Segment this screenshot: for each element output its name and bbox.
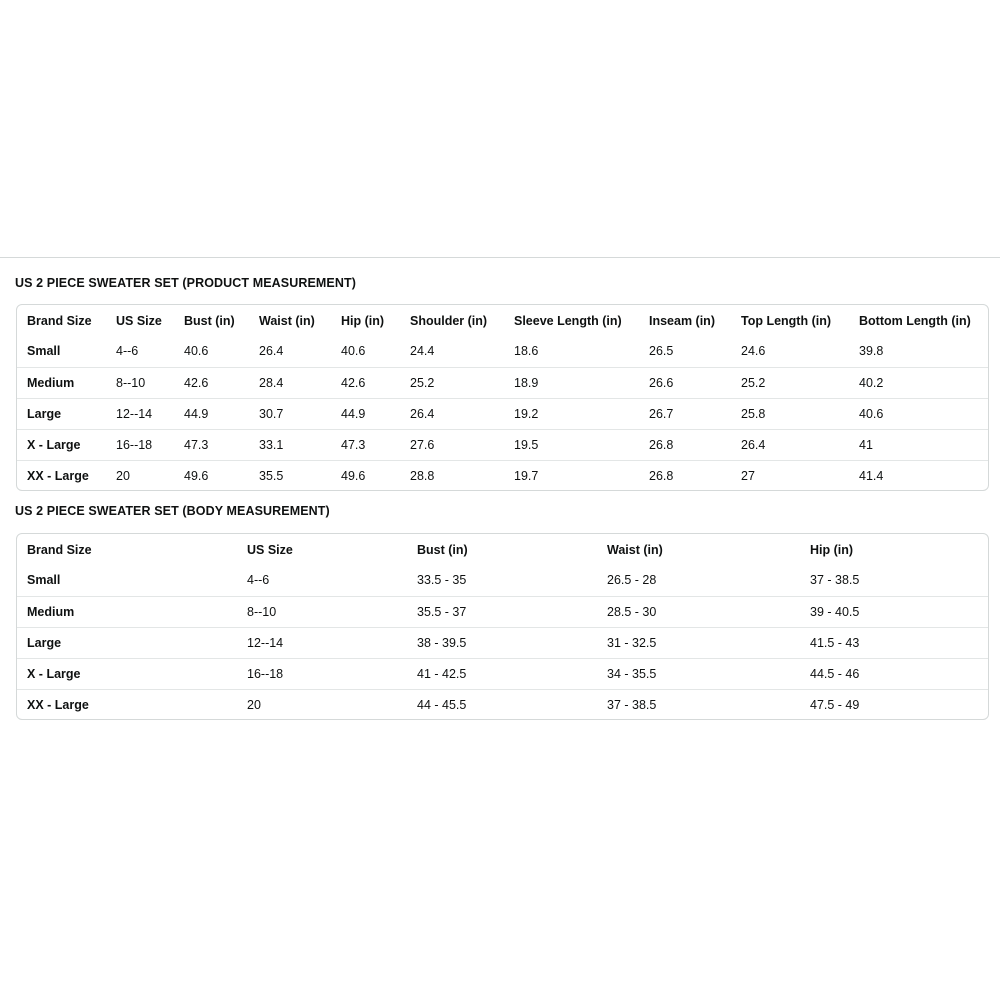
table-cell: 28.4: [249, 367, 331, 398]
table-cell: 37 - 38.5: [597, 689, 800, 720]
table-cell: 30.7: [249, 398, 331, 429]
table-cell: 40.6: [341, 344, 366, 359]
table-cell: 40.6: [184, 344, 209, 359]
table-cell: 39.8: [859, 344, 884, 359]
table-row: [17, 367, 988, 398]
table-cell: 34 - 35.5: [597, 658, 800, 689]
table-cell: 26.5: [649, 344, 674, 359]
table-cell: 33.5 - 35: [417, 573, 467, 588]
table-cell: 16--18: [106, 429, 174, 460]
table-row: [17, 460, 988, 491]
body-measurement-title: US 2 PIECE SWEATER SET (BODY MEASUREMENT): [15, 504, 330, 518]
table-cell: 49.6: [331, 460, 400, 491]
table-cell: 41.4: [849, 460, 988, 491]
table-cell: X - Large: [17, 429, 106, 460]
table-row: [17, 658, 988, 689]
table-cell: 47.3: [174, 429, 249, 460]
table-cell: 49.6: [174, 460, 249, 491]
table-cell: 44 - 45.5: [407, 689, 597, 720]
table-cell: 26.6: [639, 367, 731, 398]
table-cell: 39 - 40.5: [800, 596, 988, 627]
table-cell: 41.5 - 43: [800, 627, 988, 658]
table-row: [17, 429, 988, 460]
table-row: [17, 336, 988, 367]
table-cell: 44.5 - 46: [800, 658, 988, 689]
table-row: [17, 689, 988, 720]
table-cell: 26.8: [639, 460, 731, 491]
table-cell: Large: [17, 398, 106, 429]
table-cell: 31 - 32.5: [597, 627, 800, 658]
table-cell: 12--14: [106, 398, 174, 429]
table-cell: 42.6: [174, 367, 249, 398]
table-cell: 35.5 - 37: [407, 596, 597, 627]
column-header: Sleeve Length (in): [514, 313, 622, 328]
table-cell: 42.6: [331, 367, 400, 398]
table-row: [17, 565, 988, 596]
table-cell: 47.3: [331, 429, 400, 460]
column-header: Hip (in): [810, 542, 854, 557]
table-cell: 25.2: [731, 367, 849, 398]
table-cell: Small: [27, 344, 61, 359]
column-header: Inseam (in): [649, 313, 715, 328]
table-cell: 27: [731, 460, 849, 491]
table-cell: 24.4: [410, 344, 435, 359]
table-cell: 25.8: [731, 398, 849, 429]
table-cell: Small: [27, 573, 61, 588]
table-cell: 44.9: [174, 398, 249, 429]
table-cell: 33.1: [249, 429, 331, 460]
table-cell: 19.7: [504, 460, 639, 491]
table-cell: 25.2: [400, 367, 504, 398]
table-cell: 19.2: [504, 398, 639, 429]
table-cell: 47.5 - 49: [800, 689, 988, 720]
table-cell: XX - Large: [17, 689, 237, 720]
column-header: Shoulder (in): [410, 313, 488, 328]
column-header: US Size: [247, 542, 293, 557]
table-cell: 44.9: [331, 398, 400, 429]
table-cell: 28.5 - 30: [597, 596, 800, 627]
table-cell: 4--6: [247, 573, 270, 588]
table-cell: 26.8: [639, 429, 731, 460]
table-cell: 40.6: [849, 398, 988, 429]
column-header: Bust (in): [417, 542, 468, 557]
table-row: [17, 627, 988, 658]
table-cell: 18.6: [514, 344, 539, 359]
table-cell: 18.9: [504, 367, 639, 398]
product-measurement-table: [16, 304, 989, 491]
column-header: US Size: [116, 313, 162, 328]
column-header: Brand Size: [27, 313, 92, 328]
table-cell: 24.6: [741, 344, 766, 359]
table-cell: 26.5 - 28: [607, 573, 657, 588]
table-cell: 20: [106, 460, 174, 491]
table-cell: 26.7: [639, 398, 731, 429]
table-cell: Medium: [17, 596, 237, 627]
table-row: [17, 596, 988, 627]
table-header-row: [17, 305, 988, 336]
table-cell: 19.5: [504, 429, 639, 460]
table-cell: X - Large: [17, 658, 237, 689]
table-cell: 41 - 42.5: [407, 658, 597, 689]
table-cell: 4--6: [116, 344, 139, 359]
table-cell: 41: [849, 429, 988, 460]
table-cell: 26.4: [259, 344, 284, 359]
table-cell: 26.4: [400, 398, 504, 429]
table-cell: 20: [237, 689, 407, 720]
table-cell: 16--18: [237, 658, 407, 689]
table-cell: 12--14: [237, 627, 407, 658]
table-cell: Large: [17, 627, 237, 658]
table-cell: 26.4: [731, 429, 849, 460]
table-cell: 40.2: [849, 367, 988, 398]
table-cell: 35.5: [249, 460, 331, 491]
table-cell: 38 - 39.5: [407, 627, 597, 658]
table-cell: 37 - 38.5: [810, 573, 860, 588]
section-divider: [0, 257, 1000, 258]
column-header: Bust (in): [184, 313, 235, 328]
body-measurement-table: [16, 533, 989, 720]
column-header: Top Length (in): [741, 313, 832, 328]
column-header: Waist (in): [259, 313, 315, 328]
table-cell: 27.6: [400, 429, 504, 460]
column-header: Bottom Length (in): [859, 313, 971, 328]
table-cell: 8--10: [237, 596, 407, 627]
column-header: Brand Size: [27, 542, 92, 557]
product-measurement-title: US 2 PIECE SWEATER SET (PRODUCT MEASUREMENT): [15, 276, 356, 290]
table-row: [17, 398, 988, 429]
column-header: Hip (in): [341, 313, 385, 328]
table-cell: 28.8: [400, 460, 504, 491]
table-cell: 8--10: [106, 367, 174, 398]
table-cell: XX - Large: [17, 460, 106, 491]
table-cell: Medium: [17, 367, 106, 398]
table-header-row: [17, 534, 988, 565]
column-header: Waist (in): [607, 542, 663, 557]
